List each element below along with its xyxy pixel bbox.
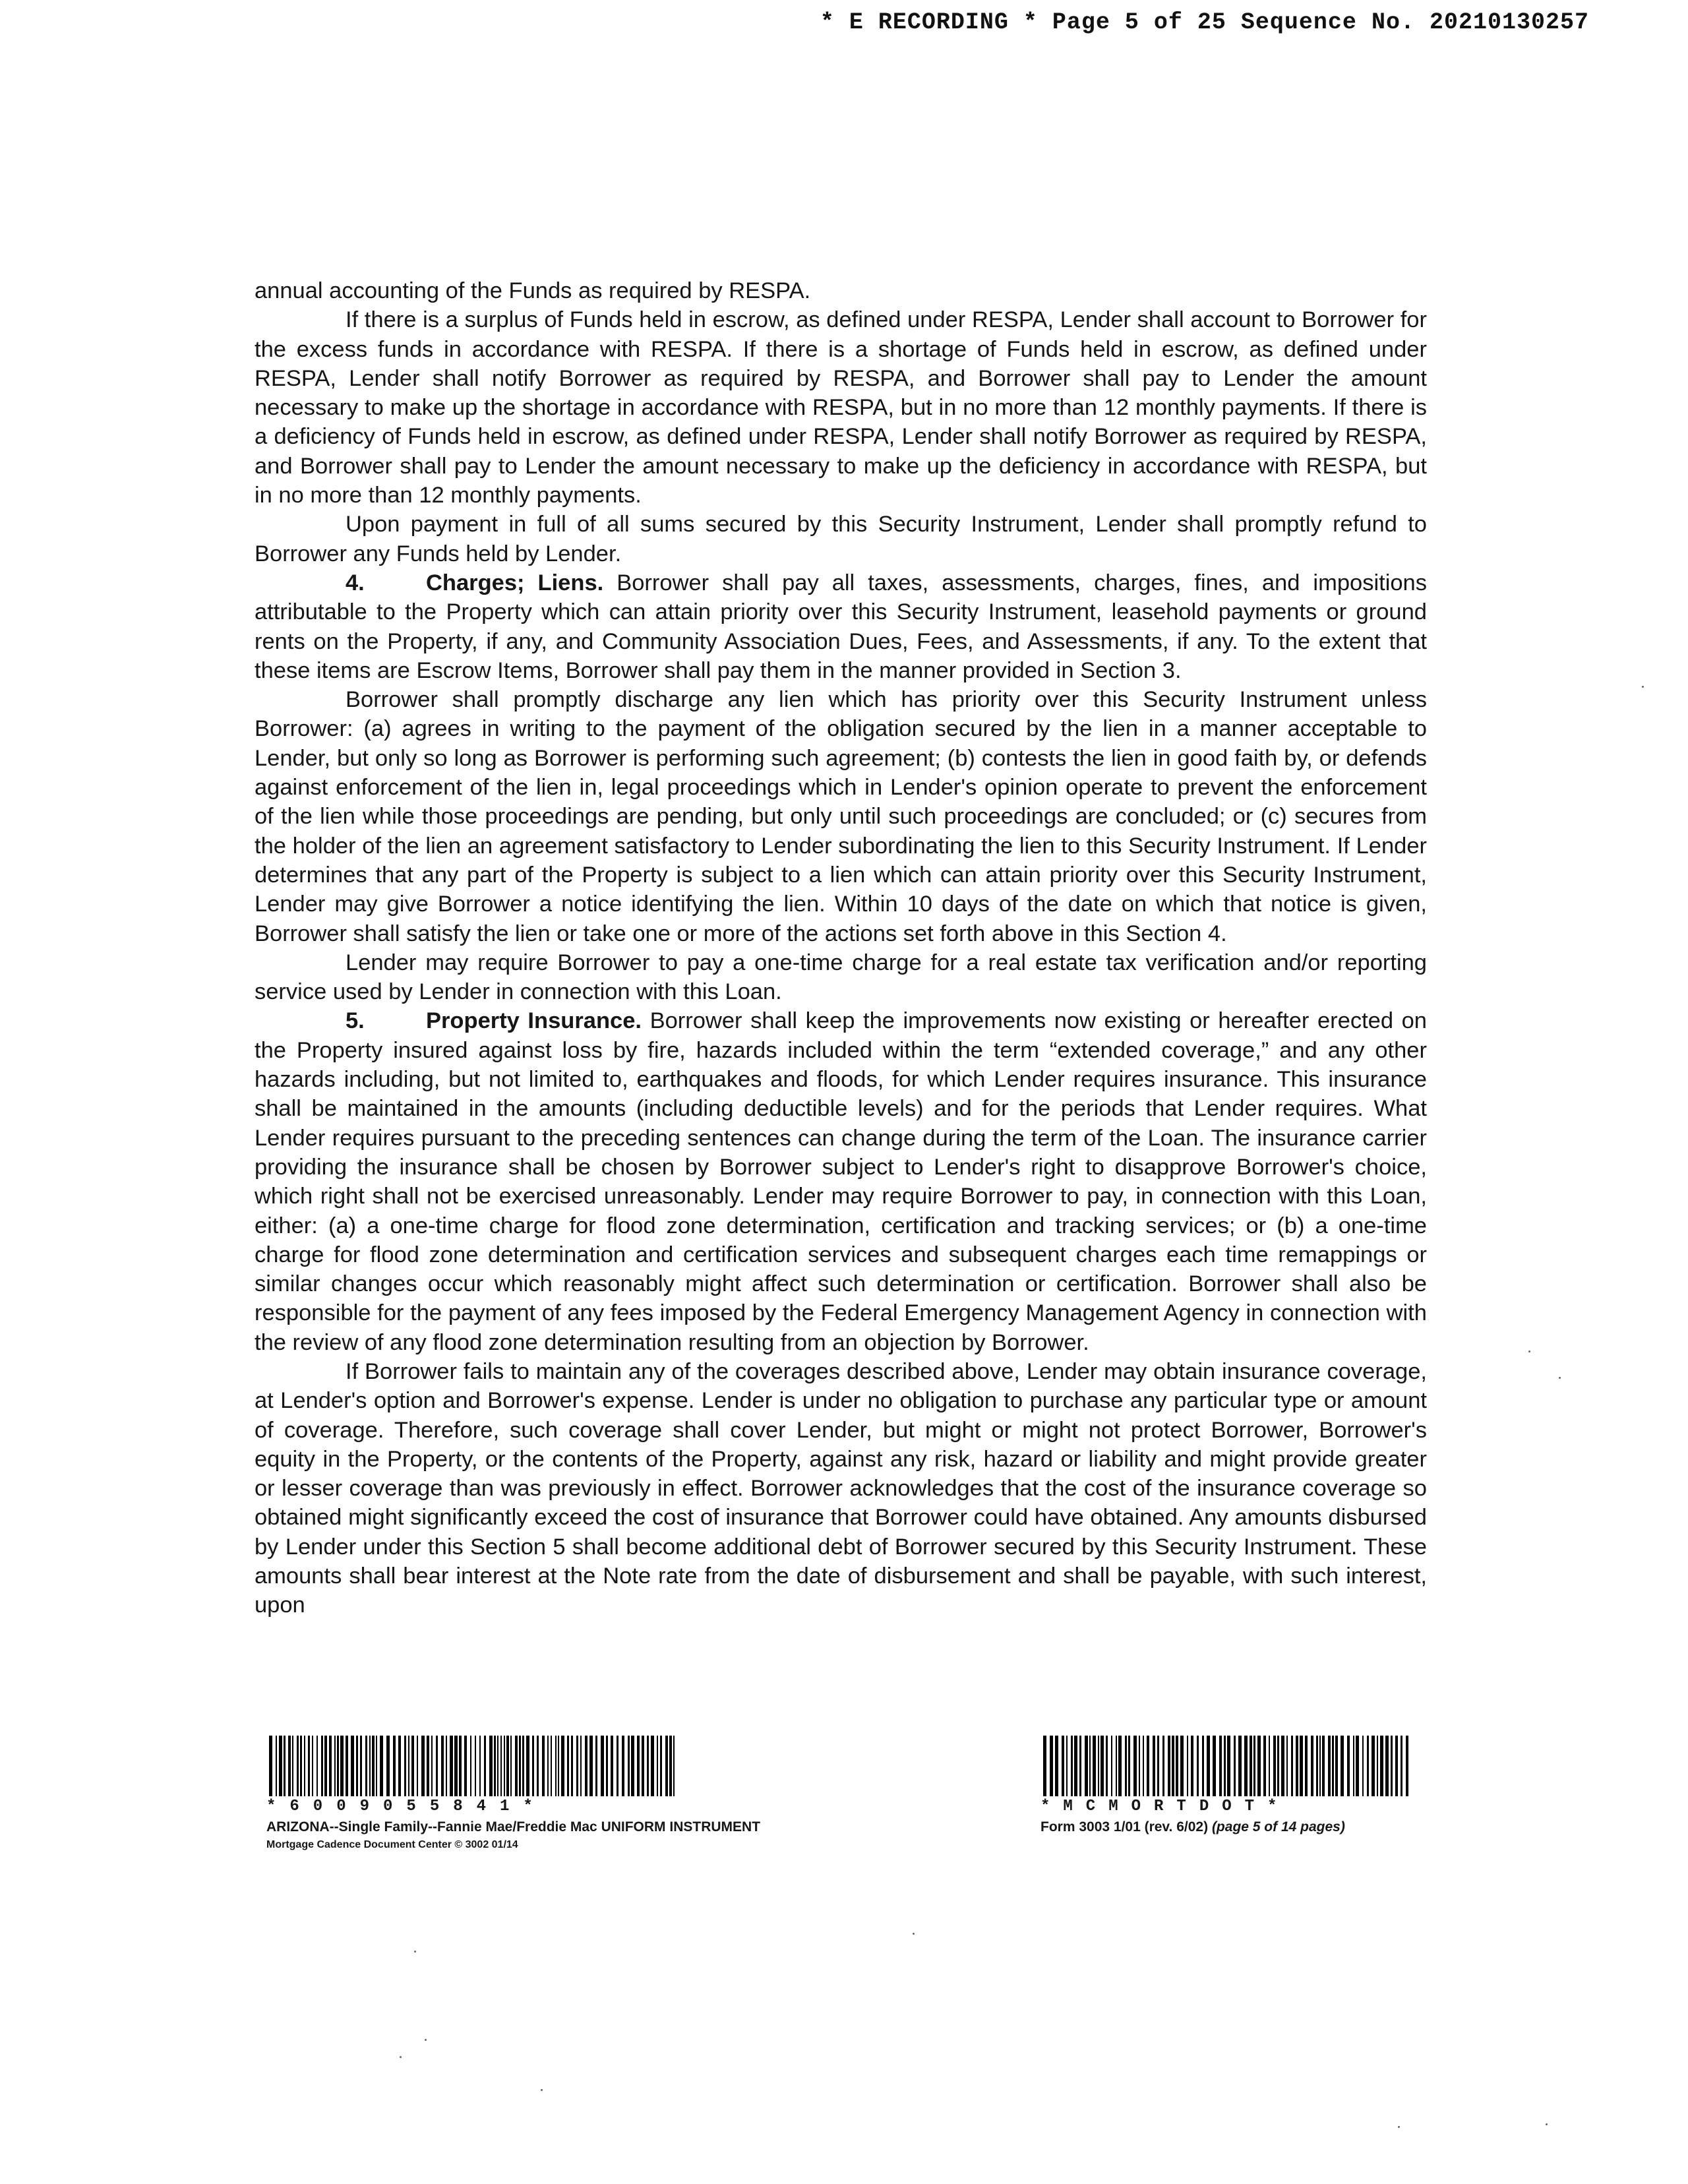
- paragraph-text: Borrower shall promptly discharge any lien which has priority over this Security Instrument unless Borrower: (a) agrees in writing to the payment of the obligation secured by the lien in a manner acceptable to Lender, but only so long as Borrower is performing such agreement; (b) contests the lien in good faith by, or defends against enforcement of the lien in, legal proceedings which in Lender's opinion operate to prevent the enforcement of the lien while those proceedings are pending, but only until such proceedings are concluded; or (c) secures from the holder of the lien an agreement satisfactory to Lender subordinating the lien to this Security Instrument. If Lender determines that any part of the Property is subject to a lien which can attain priority over this Security Instrument, Lender may give Borrower a notice identifying the lien. Within 10 days of the date on which that notice is given, Borrower shall satisfy the lien or take one or more of the actions set forth above in this Section 4.: [255, 687, 1427, 946]
- barcode-bar: [393, 1736, 396, 1796]
- barcode-bar: [1316, 1736, 1318, 1796]
- barcode-right-text: *MCMORTDOT*: [1040, 1798, 1290, 1815]
- section-title: Property Insurance.: [426, 1008, 642, 1034]
- barcode-bar: [1227, 1736, 1230, 1796]
- barcode-bar: [1224, 1736, 1226, 1796]
- barcode-bar: [542, 1736, 545, 1796]
- barcode-bar: [321, 1736, 323, 1796]
- barcode-bar: [1066, 1736, 1068, 1796]
- barcode-bar: [660, 1736, 662, 1796]
- footer-left: [266, 1736, 760, 1851]
- barcode-bar: [1322, 1736, 1325, 1796]
- barcode-bar: [1180, 1736, 1184, 1796]
- barcode-bar: [1253, 1736, 1255, 1796]
- instrument-title: ARIZONA--Single Family--Fannie Mae/Freddie Mac UNIFORM INSTRUMENT: [266, 1819, 761, 1835]
- barcode-bar: [1079, 1736, 1081, 1796]
- barcode-bar: [304, 1736, 305, 1796]
- barcode-left: [266, 1736, 680, 1796]
- barcode-bar: [454, 1736, 458, 1796]
- barcode-bar: [561, 1736, 564, 1796]
- body-paragraph: [255, 685, 1427, 948]
- barcode-bar: [1291, 1736, 1293, 1796]
- barcode-bar: [376, 1736, 377, 1796]
- barcode-bar: [479, 1736, 481, 1796]
- barcode-bar: [504, 1736, 505, 1796]
- barcode-bar: [673, 1736, 675, 1796]
- barcode-bar: [1319, 1736, 1321, 1796]
- barcode-bar: [427, 1736, 429, 1796]
- footer-right: [1040, 1736, 1411, 1835]
- barcode-bar: [297, 1736, 299, 1796]
- barcode-bar: [1118, 1736, 1122, 1796]
- body-paragraph: [255, 568, 1427, 685]
- barcode-bar: [1062, 1736, 1064, 1796]
- barcode-bar: [436, 1736, 438, 1796]
- barcode-bar: [547, 1736, 549, 1796]
- section-number: 5.: [346, 1008, 365, 1034]
- barcode-bar: [292, 1736, 293, 1796]
- barcode-bar: [1139, 1736, 1140, 1796]
- barcode-bar: [494, 1736, 496, 1796]
- barcode-bar: [369, 1736, 371, 1796]
- barcode-bar: [497, 1736, 498, 1796]
- barcode-bar: [408, 1736, 409, 1796]
- barcode-bar: [1380, 1736, 1383, 1796]
- barcode-bar: [606, 1736, 608, 1796]
- barcode-bar: [1347, 1736, 1350, 1796]
- section-number: 4.: [346, 570, 365, 595]
- barcode-bar: [631, 1736, 634, 1796]
- barcode-bar: [1395, 1736, 1398, 1796]
- barcode-bar: [506, 1736, 509, 1796]
- scan-speck: [414, 1951, 416, 1953]
- barcode-right: [1040, 1736, 1411, 1796]
- page-count-text: (page 5 of 14 pages): [1211, 1819, 1345, 1835]
- barcode-bar: [337, 1736, 339, 1796]
- barcode-bar: [1335, 1736, 1338, 1796]
- barcode-bar: [1311, 1736, 1313, 1796]
- barcode-bar: [475, 1736, 476, 1796]
- barcode-bar: [269, 1736, 272, 1796]
- barcode-bar: [1269, 1736, 1270, 1796]
- barcode-bar: [308, 1736, 310, 1796]
- form-number-text: Form 3003 1/01 (rev. 6/02): [1040, 1819, 1209, 1835]
- barcode-bar: [1286, 1736, 1288, 1796]
- barcode-bar: [421, 1736, 425, 1796]
- barcode-bar: [356, 1736, 358, 1796]
- barcode-bar: [1043, 1736, 1046, 1796]
- barcode-bar: [637, 1736, 640, 1796]
- barcode-bar: [1353, 1736, 1354, 1796]
- barcode-bar: [1153, 1736, 1155, 1796]
- barcode-bar: [585, 1736, 588, 1796]
- barcode-bar: [1263, 1736, 1266, 1796]
- barcode-bar: [324, 1736, 327, 1796]
- barcode-bar: [470, 1736, 471, 1796]
- barcode-bar: [1202, 1736, 1204, 1796]
- barcode-bar: [551, 1736, 552, 1796]
- barcode-bar: [404, 1736, 406, 1796]
- barcode-bar: [464, 1736, 467, 1796]
- paragraph-text: Lender may require Borrower to pay a one-time charge for a real estate tax verification and/or reporting service used by Lender in connection with this Loan.: [255, 950, 1427, 1005]
- barcode-bar: [500, 1736, 502, 1796]
- barcode-bar: [450, 1736, 453, 1796]
- barcode-bar: [1234, 1736, 1236, 1796]
- barcode-bar: [1273, 1736, 1276, 1796]
- barcode-bar: [1168, 1736, 1170, 1796]
- barcode-bar: [1300, 1736, 1303, 1796]
- barcode-bar: [589, 1736, 593, 1796]
- paragraph-text: If there is a surplus of Funds held in escrow, as defined under RESPA, Lender shall account to Borrower for the excess funds in accordance with RESPA. If there is a shortage of Funds held in escrow, as defined under RESPA, Lender shall notify Borrower as required by RESPA, and Borrower shall pay to Lender the amount necessary to make up the shortage in accordance with RESPA, but in no more than 12 monthly payments. If there is a deficiency of Funds held in escrow, as defined under RESPA, Lender shall notify Borrower as required by RESPA, and Borrower shall pay to Lender the amount necessary to make up the deficiency in accordance with RESPA, but in no more than 12 monthly payments.: [255, 307, 1427, 508]
- barcode-bar: [489, 1736, 493, 1796]
- section-title: Charges; Liens.: [426, 570, 604, 595]
- barcode-bar: [1116, 1736, 1117, 1796]
- barcode-bar: [665, 1736, 668, 1796]
- barcode-bar: [1401, 1736, 1402, 1796]
- barcode-bar: [532, 1736, 534, 1796]
- form-number: [1040, 1819, 1411, 1835]
- barcode-bar: [1162, 1736, 1164, 1796]
- barcode-bar: [1125, 1736, 1127, 1796]
- barcode-bar: [1305, 1736, 1308, 1796]
- body-paragraph: [255, 510, 1427, 568]
- barcode-bar: [1089, 1736, 1091, 1796]
- barcode-bar: [351, 1736, 354, 1796]
- scan-speck: [425, 2039, 427, 2041]
- barcode-bar: [515, 1736, 518, 1796]
- barcode-bar: [1281, 1736, 1284, 1796]
- barcode-bar: [380, 1736, 383, 1796]
- barcode-bar: [446, 1736, 447, 1796]
- barcode-bar: [1213, 1736, 1216, 1796]
- barcode-bar: [417, 1736, 418, 1796]
- recording-header: * E RECORDING * Page 5 of 25 Sequence No. 20210130257: [820, 9, 1589, 36]
- barcode-bar: [346, 1736, 348, 1796]
- barcode-bar: [1406, 1736, 1408, 1796]
- barcode-bar: [386, 1736, 390, 1796]
- barcode-bar: [398, 1736, 401, 1796]
- barcode-bar: [1244, 1736, 1248, 1796]
- barcode-bar: [1250, 1736, 1252, 1796]
- barcode-bar: [642, 1736, 644, 1796]
- barcode-bar: [1143, 1736, 1144, 1796]
- barcode-bar: [1071, 1736, 1073, 1796]
- barcode-bar: [1050, 1736, 1053, 1796]
- barcode-bar: [576, 1736, 578, 1796]
- barcode-bar: [1238, 1736, 1242, 1796]
- paragraph-text: If Borrower fails to maintain any of the coverages described above, Lender may obtain insurance coverage, at Lender's option and Borrower's expense. Lender is under no obligation to purchase any particular type or amount of coverage. Therefore, such coverage shall cover Lender, but might or might not protect Borrower, Borrower's equity in the Property, or the contents of the Property, against any risk, hazard or liability and might provide greater or lesser coverage than was previously in effect. Borrower acknowledges that the cost of the insurance coverage so obtained might significantly exceed the cost of insurance that Borrower could have obtained. Any amounts disbursed by Lender under this Section 5 shall become additional debt of Borrower secured by this Security Instrument. These amounts shall bear interest at the Note rate from the date of disbursement and shall be payable, with such interest, upon: [255, 1358, 1427, 1618]
- barcode-bar: [1191, 1736, 1193, 1796]
- barcode-bar: [1157, 1736, 1159, 1796]
- barcode-bar: [651, 1736, 654, 1796]
- paragraph-text: Borrower shall keep the improvements now existing or hereafter erected on the Property insured against loss by fire, hazards included within the term “extended coverage,” and any other hazards including, but not limited to, earthquakes and floods, for which Lender requires insurance. This insurance shall be maintained in the amounts (including deductible levels) and for the periods that Lender requires. What Lender requires pursuant to the preceding sentences can change during the term of the Loan. The insurance carrier providing the insurance shall be chosen by Borrower subject to Lender's right to disapprove Borrower's choice, which right shall not be exercised unreasonably. Lender may require Borrower to pay, in connection with this Loan, either: (a) a one-time charge for flood zone determination, certification and tracking services; or (b) a one-time charge for flood zone determination and certification services and subsequent charges each time remappings or similar changes occur which reasonably might affect such determination or certification. Borrower shall also be responsible for the payment of any fees imposed by the Federal Emergency Management Agency in connection with the review of any flood zone determination resulting from an objection by Borrower.: [255, 1008, 1427, 1355]
- barcode-bar: [611, 1736, 613, 1796]
- scan-speck: [400, 2056, 402, 2058]
- barcode-bar: [1074, 1736, 1077, 1796]
- barcode-bar: [360, 1736, 362, 1796]
- body-paragraph: [255, 948, 1427, 1007]
- barcode-bar: [334, 1736, 336, 1796]
- scan-speck: [1642, 686, 1644, 688]
- barcode-bar: [300, 1736, 302, 1796]
- barcode-bar: [567, 1736, 569, 1796]
- barcode-bar: [1356, 1736, 1359, 1796]
- paragraph-text: annual accounting of the Funds as required by RESPA.: [255, 278, 811, 303]
- barcode-bar: [1187, 1736, 1188, 1796]
- barcode-bar: [1296, 1736, 1298, 1796]
- barcode-bar: [1391, 1736, 1393, 1796]
- body-paragraph: [255, 1357, 1427, 1620]
- barcode-bar: [1128, 1736, 1130, 1796]
- barcode-bar: [1085, 1736, 1088, 1796]
- barcode-bar: [571, 1736, 573, 1796]
- body-paragraph: [255, 305, 1427, 510]
- barcode-bar: [441, 1736, 444, 1796]
- barcode-left-text: *6009055841*: [266, 1798, 547, 1815]
- barcode-bar: [580, 1736, 582, 1796]
- barcode-bar: [365, 1736, 367, 1796]
- barcode-bar: [312, 1736, 313, 1796]
- barcode-bar: [1176, 1736, 1178, 1796]
- barcode-bar: [1332, 1736, 1334, 1796]
- body-paragraph: [255, 276, 1427, 305]
- barcode-bar: [617, 1736, 618, 1796]
- barcode-bar: [372, 1736, 375, 1796]
- body-paragraph: [255, 1006, 1427, 1357]
- barcode-bar: [1219, 1736, 1222, 1796]
- scan-speck: [541, 2089, 543, 2091]
- document-center-line: Mortgage Cadence Document Center © 3002 01/14: [266, 1839, 518, 1850]
- barcode-bar: [1055, 1736, 1058, 1796]
- barcode-bar: [1172, 1736, 1174, 1796]
- barcode-bar: [1093, 1736, 1096, 1796]
- barcode-bar: [601, 1736, 604, 1796]
- barcode-bar: [1362, 1736, 1364, 1796]
- barcode-bar: [284, 1736, 286, 1796]
- barcode-bar: [657, 1736, 658, 1796]
- scan-speck: [1559, 1377, 1561, 1379]
- barcode-bar: [1207, 1736, 1210, 1796]
- barcode-bar: [519, 1736, 521, 1796]
- barcode-bar: [1385, 1736, 1389, 1796]
- barcode-bar: [537, 1736, 539, 1796]
- barcode-bar: [279, 1736, 282, 1796]
- barcode-bar: [484, 1736, 486, 1796]
- barcode-bar: [522, 1736, 524, 1796]
- barcode-bar: [1328, 1736, 1331, 1796]
- barcode-bar: [622, 1736, 624, 1796]
- barcode-bar: [1133, 1736, 1137, 1796]
- barcode-bar: [647, 1736, 649, 1796]
- barcode-bar: [1098, 1736, 1099, 1796]
- barcode-bar: [340, 1736, 344, 1796]
- barcode-bar: [276, 1736, 277, 1796]
- scan-speck: [1398, 2126, 1400, 2128]
- barcode-bar: [411, 1736, 414, 1796]
- scan-speck: [913, 1933, 915, 1935]
- document-body: [255, 276, 1427, 1620]
- paragraph-text: Upon payment in full of all sums secured by this Security Instrument, Lender shall promptly refund to Borrower any Funds held by Lender.: [255, 512, 1427, 566]
- barcode-bar: [669, 1736, 672, 1796]
- barcode-bar: [1100, 1736, 1104, 1796]
- barcode-bar: [1111, 1736, 1112, 1796]
- barcode-bar: [459, 1736, 462, 1796]
- barcode-bar: [1197, 1736, 1199, 1796]
- barcode-bar: [526, 1736, 529, 1796]
- paragraph-text: Borrower shall pay all taxes, assessments, charges, fines, and impositions attributable to the Property which can attain priority over this Security Instrument, leasehold payments or ground rents on the Property, if any, and Community Association Dues, Fees, and Assessments, if any. To the extent that these items are Escrow Items, Borrower shall pay them in the manner provided in Section 3.: [255, 570, 1427, 683]
- barcode-bar: [1372, 1736, 1375, 1796]
- barcode-bar: [510, 1736, 512, 1796]
- barcode-bar: [1367, 1736, 1369, 1796]
- barcode-bar: [329, 1736, 332, 1796]
- barcode-bar: [316, 1736, 318, 1796]
- barcode-bar: [595, 1736, 597, 1796]
- barcode-bar: [1341, 1736, 1344, 1796]
- scan-speck: [1546, 2123, 1548, 2125]
- barcode-bar: [555, 1736, 557, 1796]
- barcode-bar: [558, 1736, 559, 1796]
- scan-speck: [1528, 1350, 1530, 1352]
- barcode-bar: [1257, 1736, 1261, 1796]
- barcode-bar: [628, 1736, 630, 1796]
- barcode-bar: [431, 1736, 433, 1796]
- barcode-bar: [1106, 1736, 1108, 1796]
- barcode-bar: [1277, 1736, 1279, 1796]
- barcode-bar: [1377, 1736, 1378, 1796]
- barcode-bar: [1147, 1736, 1149, 1796]
- barcode-bar: [288, 1736, 291, 1796]
